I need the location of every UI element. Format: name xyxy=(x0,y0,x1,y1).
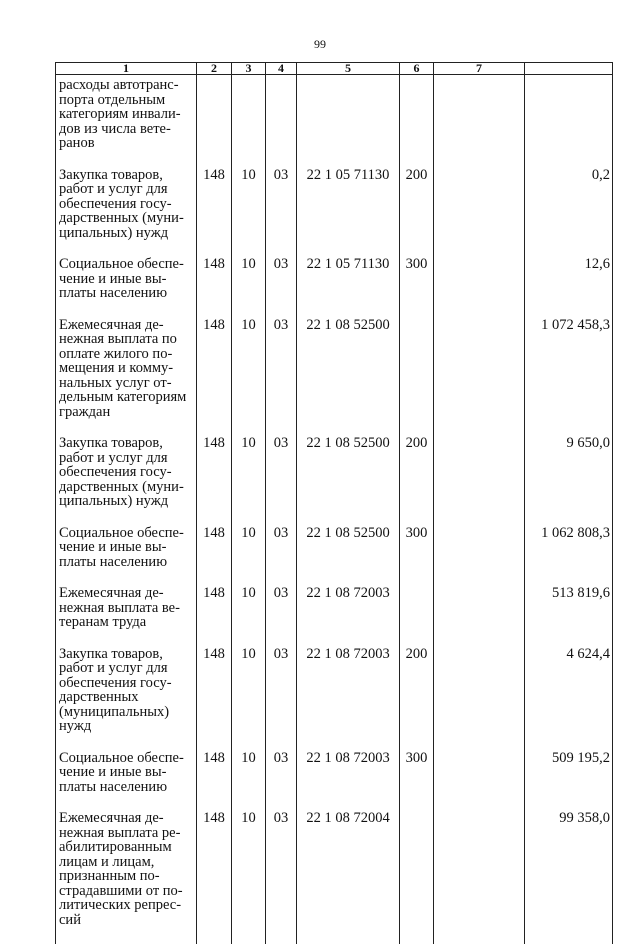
amount-cell: 509 195,2 xyxy=(525,748,613,809)
expense-type-cell xyxy=(400,808,434,941)
subsection-cell: 03 xyxy=(266,254,297,315)
expense-type-cell xyxy=(400,315,434,434)
section-cell: 10 xyxy=(232,808,266,941)
table-row xyxy=(56,523,613,584)
expense-type-cell: 300 xyxy=(400,748,434,809)
name-cell: Социальное обеспе- чение и иные вы- платы населению xyxy=(56,748,197,809)
table-row xyxy=(56,808,613,941)
amount-cell: 99 358,0 xyxy=(525,808,613,941)
table-row xyxy=(56,748,613,809)
name-cell: расходы автотранс- порта отдельным категориям инвали- дов из числа вете- ранов xyxy=(56,75,197,165)
amount-cell xyxy=(525,75,613,165)
expense-type-cell: 300 xyxy=(400,523,434,584)
header-row xyxy=(56,63,613,75)
subsection-cell xyxy=(266,75,297,165)
name-cell: Ежемесячная де- нежная выплата ре- абилитированным лицам и лицам, признанным по- страдавшими от по- литических репрес- сий xyxy=(56,808,197,941)
subsection-cell: 03 xyxy=(266,523,297,584)
expense-type-cell xyxy=(400,75,434,165)
section-cell: 10 xyxy=(232,254,266,315)
column-header-4: 4 xyxy=(266,63,297,75)
target-code-cell: 22 1 08 72003 xyxy=(297,644,400,748)
col7-cell xyxy=(434,433,525,523)
section-cell: 10 xyxy=(232,644,266,748)
col7-cell xyxy=(434,254,525,315)
subsection-cell: 03 xyxy=(266,808,297,941)
amount-cell: 1 072 458,3 xyxy=(525,315,613,434)
column-header-2: 2 xyxy=(197,63,232,75)
amount-cell: 0,2 xyxy=(525,165,613,255)
table-row xyxy=(56,644,613,748)
expense-type-cell: 200 xyxy=(400,644,434,748)
target-code-cell: 22 1 08 72004 xyxy=(297,808,400,941)
admin-code-cell: 148 xyxy=(197,644,232,748)
section-cell: 10 xyxy=(232,165,266,255)
admin-code-cell xyxy=(197,75,232,165)
table-row xyxy=(56,254,613,315)
expense-type-cell: 300 xyxy=(400,254,434,315)
admin-code-cell: 148 xyxy=(197,433,232,523)
subsection-cell: 03 xyxy=(266,644,297,748)
column-header-7: 7 xyxy=(434,63,525,75)
expense-type-cell xyxy=(400,583,434,644)
col7-cell xyxy=(434,523,525,584)
target-code-cell xyxy=(297,75,400,165)
admin-code-cell: 148 xyxy=(197,165,232,255)
name-cell: Закупка товаров, работ и услуг для обеспечения госу- дарственных (муниципальных) нужд xyxy=(56,644,197,748)
col7-cell xyxy=(434,748,525,809)
amount-cell: 12,6 xyxy=(525,254,613,315)
name-cell: Социальное обеспе- чение и иные вы- платы населению xyxy=(56,523,197,584)
table-row xyxy=(56,315,613,434)
page-number: 99 xyxy=(0,37,640,52)
name-cell: Закупка товаров, работ и услуг для обеспечения госу- дарственных (муни- ципальных) нужд xyxy=(56,433,197,523)
admin-code-cell: 148 xyxy=(197,748,232,809)
column-header-6: 6 xyxy=(400,63,434,75)
col7-cell xyxy=(434,75,525,165)
amount-cell: 4 624,4 xyxy=(525,644,613,748)
target-code-cell: 22 1 08 52500 xyxy=(297,433,400,523)
expense-type-cell: 200 xyxy=(400,433,434,523)
section-cell: 10 xyxy=(232,748,266,809)
subsection-cell: 03 xyxy=(266,315,297,434)
subsection-cell: 03 xyxy=(266,433,297,523)
subsection-cell: 03 xyxy=(266,583,297,644)
admin-code-cell: 148 xyxy=(197,254,232,315)
target-code-cell: 22 1 08 72003 xyxy=(297,583,400,644)
amount-cell: 513 819,6 xyxy=(525,583,613,644)
section-cell xyxy=(232,75,266,165)
target-code-cell: 22 1 05 71130 xyxy=(297,165,400,255)
column-header-1: 1 xyxy=(56,63,197,75)
col7-cell xyxy=(434,644,525,748)
amount-cell: 1 062 808,3 xyxy=(525,523,613,584)
target-code-cell: 22 1 08 52500 xyxy=(297,523,400,584)
name-cell: Ежемесячная де- нежная выплата по оплате жилого по- мещения и комму- нальных услуг от- дельным категориям граждан xyxy=(56,315,197,434)
col7-cell xyxy=(434,583,525,644)
column-header-3: 3 xyxy=(232,63,266,75)
table-row xyxy=(56,165,613,255)
subsection-cell: 03 xyxy=(266,748,297,809)
table-row xyxy=(56,583,613,644)
expense-type-cell: 200 xyxy=(400,165,434,255)
name-cell: Ежемесячная де- нежная выплата ве- теранам труда xyxy=(56,583,197,644)
name-cell: Закупка товаров, работ и услуг для обеспечения госу- дарственных (муни- ципальных) нужд xyxy=(56,165,197,255)
table-row xyxy=(56,433,613,523)
column-header-8 xyxy=(525,63,613,75)
admin-code-cell: 148 xyxy=(197,583,232,644)
name-cell: Социальное обеспе- чение и иные вы- платы населению xyxy=(56,254,197,315)
section-cell: 10 xyxy=(232,583,266,644)
col7-cell xyxy=(434,808,525,941)
section-cell: 10 xyxy=(232,523,266,584)
target-code-cell: 22 1 08 72003 xyxy=(297,748,400,809)
admin-code-cell: 148 xyxy=(197,315,232,434)
amount-cell: 9 650,0 xyxy=(525,433,613,523)
target-code-cell: 22 1 05 71130 xyxy=(297,254,400,315)
target-code-cell: 22 1 08 52500 xyxy=(297,315,400,434)
subsection-cell: 03 xyxy=(266,165,297,255)
admin-code-cell: 148 xyxy=(197,523,232,584)
admin-code-cell: 148 xyxy=(197,808,232,941)
section-cell: 10 xyxy=(232,433,266,523)
section-cell: 10 xyxy=(232,315,266,434)
table-row xyxy=(56,75,613,165)
table-body xyxy=(56,75,613,944)
budget-table xyxy=(55,62,613,944)
column-header-5: 5 xyxy=(297,63,400,75)
col7-cell xyxy=(434,165,525,255)
col7-cell xyxy=(434,315,525,434)
